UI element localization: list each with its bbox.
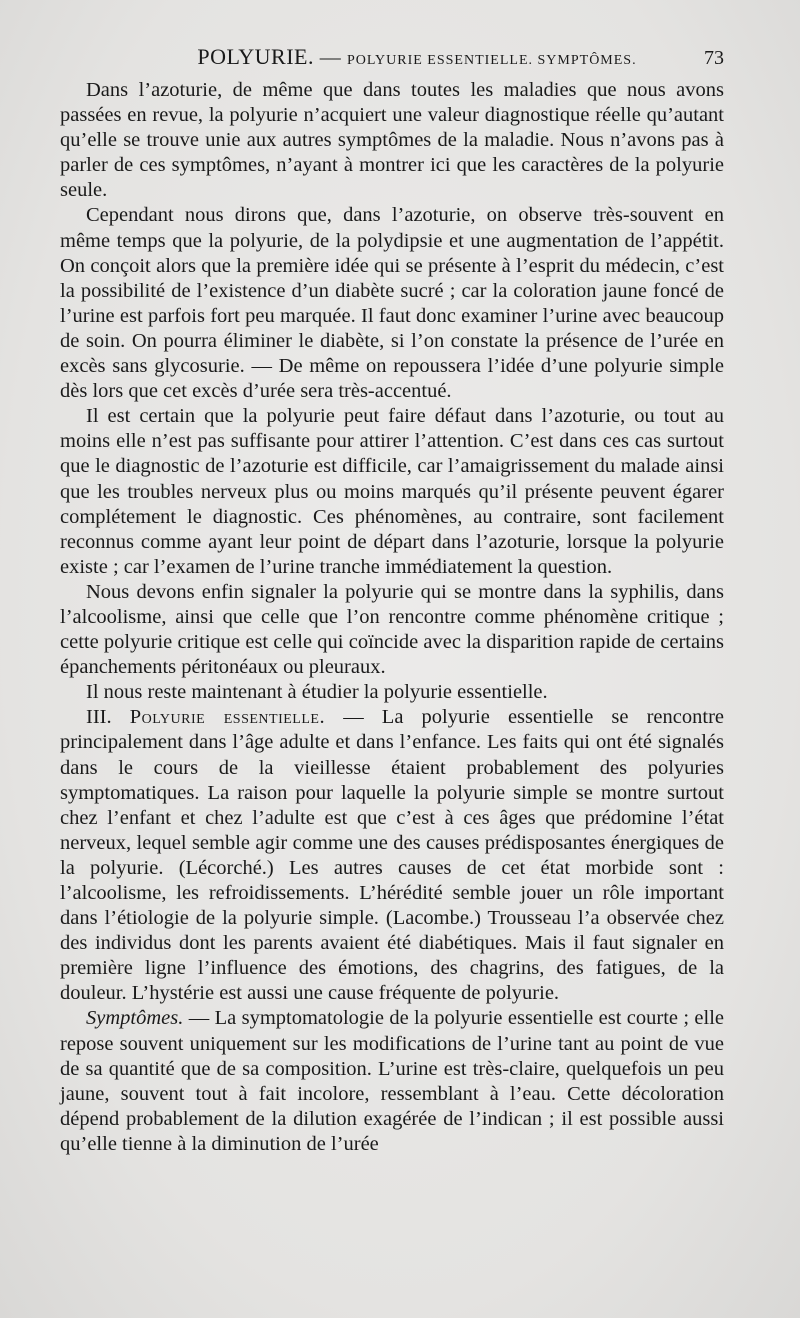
paragraph: Nous devons enfin signaler la polyurie qui se montre dans la syphilis, dans l’alcoolisme, ainsi que celle que l’on rencontre comme phénomène critique ; cette polyurie critique est celle qui coïncide avec la disparition rapide de certains épanchements péritonéaux ou pleuraux. — [60, 580, 724, 679]
paragraph: Dans l’azoturie, de même que dans toutes les maladies que nous avons passées en revue, la polyurie n’acquiert une valeur diagnostique réelle qu’autant qu’elle se trouve unie aux autres symptômes de la maladie. Nous n’avons pas à parler de ces symptômes, n’ayant à montrer ici que les caractères de la polyurie seule. — [60, 79, 724, 202]
section-heading: Polyurie essentielle. — [129, 706, 326, 729]
symptoms-body: La symptomatologie de la polyurie essentielle est courte ; elle repose souvent uniquement sur les modifications de l’urine tant au point de vue de sa quantité que de sa composition. L’urine est très-claire, quelquefois un peu jaune, souvent tout à fait incolore, ressemblant à l’eau. Cette décoloration dépend probablement de la dilution exagérée de l’indican ; il est possible aussi qu’elle tienne à la diminution de l’urée — [60, 1007, 725, 1155]
section-subtitle: POLYURIE ESSENTIELLE. SYMPTÔMES. — [346, 53, 637, 68]
page-number: 73 — [704, 47, 724, 69]
body-text — [60, 78, 724, 1157]
symptoms-paragraph — [60, 1006, 724, 1157]
symptoms-dash: — — [183, 1007, 215, 1030]
section-body: La polyurie essentielle se rencontre principalement dans l’âge adulte et dans l’enfance. Les faits qui ont été signalés dans le cours de la vieillesse étaient probablement des polyuries symptomatiques. La raison pour laquelle la polyurie simple se montre surtout chez l’enfant et chez l’adulte est que c’est à ces âges que prédomine l’état nerveux, lequel semble agir comme une des causes prédisposantes énergiques de la polyurie. (Lécorché.) Les autres causes de cet état morbide sont : l’alcoolisme, les refroidissements. L’hérédité semble jouer un rôle important dans l’étiologie de la polyurie simple. (Lacombe.) Trousseau l’a observée chez des individus dont les parents avaient été diabétiques. Mais il faut signaler en première ligne l’influence des émotions, des chagrins, des fatigues, de la douleur. L’hystérie est aussi une cause fréquente de polyurie. — [60, 706, 724, 1005]
section-number: III. — [86, 706, 112, 729]
section-paragraph — [60, 705, 724, 1006]
running-title — [60, 44, 704, 70]
running-head — [60, 44, 724, 74]
symptoms-heading: Symptômes. — [86, 1007, 184, 1030]
chapter-title: POLYURIE. — [197, 44, 314, 69]
header-dash: — — [313, 45, 347, 69]
section-dash: — — [325, 706, 382, 729]
paragraph: Il est certain que la polyurie peut faire défaut dans l’azoturie, ou tout au moins elle n’est pas suffisante pour attirer l’attention. C’est dans ces cas surtout que le diagnostic de l’azoturie est difficile, car l’amaigrissement du malade ainsi que les troubles nerveux plus ou moins marqués qu’il présente peuvent égarer complétement le diagnostic. Ces phénomènes, au contraire, sont facilement reconnus comme ayant leur point de départ dans l’azoturie, lorsque la polyurie existe ; car l’examen de l’urine tranche immédiatement la question. — [60, 405, 724, 578]
paragraph: Cependant nous dirons que, dans l’azoturie, on observe très-souvent en même temps que la polyurie, de la polydipsie et une augmentation de l’appétit. On conçoit alors que la première idée qui se présente à l’esprit du médecin, c’est la possibilité de l’existence d’un diabète sucré ; car la coloration jaune foncé de l’urine est parfois fort peu marquée. Il faut donc examiner l’urine avec beaucoup de soin. On pourra éliminer le diabète, si l’on constate la présence de l’urée en excès sans glycosurie. — De même on repoussera l’idée d’une polyurie simple dès lors que cet excès d’urée sera très-accentué. — [60, 204, 724, 403]
paragraph: Il nous reste maintenant à étudier la polyurie essentielle. — [86, 681, 548, 704]
